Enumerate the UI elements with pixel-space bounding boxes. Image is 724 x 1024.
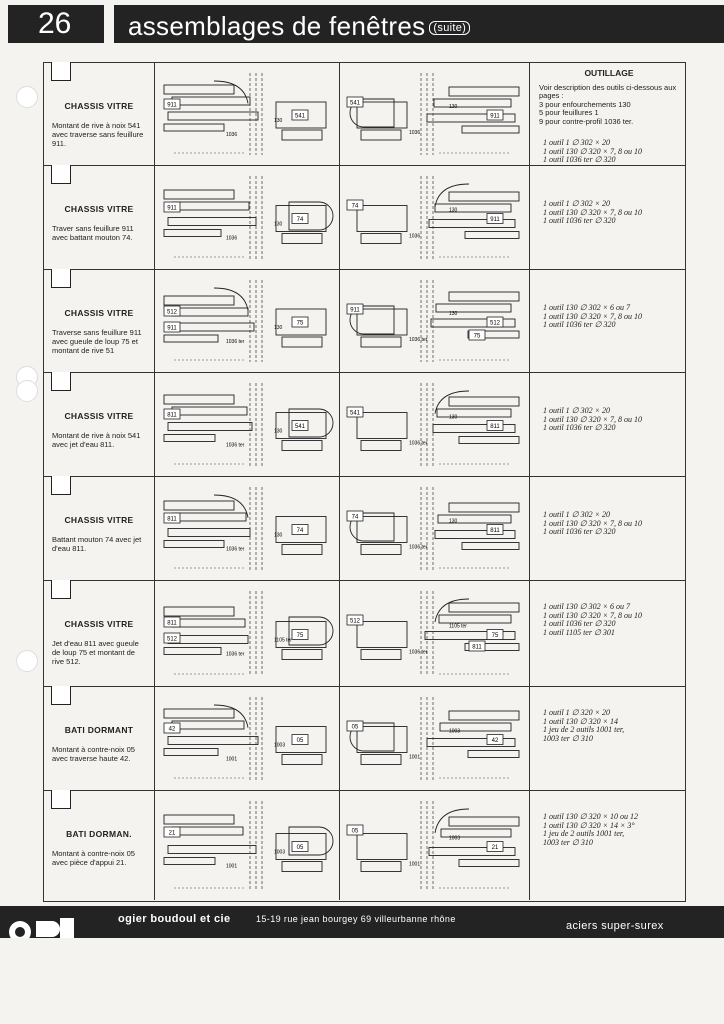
assembly-description: Jet d'eau 811 avec gueule de loup 75 et montant de rive 512. (52, 639, 139, 666)
piece-label: 911 (167, 102, 177, 109)
profile-diagram-right (339, 581, 530, 686)
profile-diagram-left (154, 166, 340, 269)
profile-diagram-left (154, 373, 340, 476)
outillage-header (539, 69, 679, 126)
tool-line: 1 outil 1105 ter ∅ 301 (543, 627, 615, 637)
profile-diagram-right (339, 166, 530, 269)
punch-hole (16, 86, 38, 108)
description-cell (44, 581, 155, 686)
page-footer (0, 906, 724, 938)
profile-rail (172, 97, 250, 105)
row-checkbox (51, 580, 71, 599)
profile-base (361, 234, 401, 244)
profile-base (361, 545, 401, 555)
profile-drawing (339, 687, 529, 790)
tool-line: 1 outil 130 ∅ 320 × 10 ou 12 (543, 812, 639, 821)
profile-rail (459, 860, 519, 867)
profile-rail (449, 603, 519, 612)
assembly-row (44, 373, 685, 477)
page-title-text: assemblages de fenêtres (128, 11, 426, 41)
profile-base (361, 130, 401, 140)
tool-list (543, 139, 679, 165)
assembly-title: CHASSIS VITRE (64, 204, 134, 214)
assembly-description: Traverse sans feuillure 911 avec gueule de loup 75 et montant de rive 51 (52, 328, 142, 355)
dimension-label: 130 (449, 207, 458, 214)
assembly-title: CHASSIS VITRE (64, 101, 134, 111)
profile-rail (164, 296, 234, 305)
profile-base (361, 337, 401, 347)
profile-curve (214, 705, 248, 728)
outillage-page-ref: 5 pour feuillures 1 (539, 108, 599, 117)
profile-rail (439, 615, 511, 623)
piece-label: 75 (296, 320, 304, 327)
profile-drawing (339, 477, 529, 580)
profile-rail (164, 709, 234, 718)
footer-company: ogier boudoul et cie (118, 913, 231, 925)
profile-diagram-left (154, 63, 340, 165)
tooling-cell (529, 687, 685, 790)
profile-base (361, 862, 401, 872)
profile-base (282, 862, 322, 872)
profile-base (282, 441, 322, 451)
assembly-title: CHASSIS VITRE (64, 308, 134, 318)
tooling-cell (529, 63, 685, 165)
profile-drawing (154, 687, 339, 790)
row-checkbox (51, 62, 71, 81)
page-header (8, 5, 724, 45)
tooling-cell (529, 373, 685, 476)
piece-label: 21 (168, 830, 176, 837)
assembly-title: BATI DORMANT (64, 725, 134, 735)
page-title (128, 11, 470, 42)
piece-label: 74 (351, 514, 359, 521)
piece-label: 911 (167, 325, 177, 332)
profile-rail (449, 192, 519, 201)
assembly-description: Montant à contre-noix 05 avec traverse haute 42. (52, 745, 135, 763)
dimension-label: 1001 (226, 756, 238, 763)
piece-label: 05 (296, 845, 304, 851)
row-checkbox (51, 790, 71, 809)
profile-curve (435, 184, 469, 207)
tool-line: 1 outil 130 ∅ 320 × 14 (543, 716, 619, 726)
profile-rail (168, 529, 250, 537)
profile-curve (214, 288, 248, 310)
tool-list (543, 200, 679, 226)
tool-line: 1 outil 130 ∅ 320 × 7, 8 ou 10 (543, 311, 643, 321)
profile-rail (449, 397, 519, 406)
dimension-label: 130 (274, 118, 283, 124)
page-title-suffix: (suite) (429, 21, 470, 35)
profile-drawing (154, 373, 339, 476)
profile-base (361, 650, 401, 660)
assembly-description: Traver sans feuillure 911 avec battant mouton 74. (52, 224, 134, 242)
tool-line: 1 outil 1 ∅ 320 × 20 (543, 708, 611, 717)
piece-label: 21 (491, 845, 499, 851)
piece-label: 811 (167, 516, 177, 523)
dimension-label: 1036 (226, 132, 238, 138)
piece-label: 512 (166, 309, 178, 316)
profile-rail (168, 112, 258, 120)
profile-base (282, 337, 322, 347)
assembly-row (44, 63, 685, 166)
profile-diagram-left (154, 687, 340, 790)
description-cell (44, 270, 155, 372)
piece-label: 512 (166, 636, 178, 643)
footer-address: 15-19 rue jean bourgey 69 villeurbanne rhône (256, 914, 456, 924)
tool-line: 1 jeu de 2 outils 1001 ter, (543, 829, 625, 838)
row-checkbox (51, 372, 71, 391)
page-number: 26 (8, 5, 104, 43)
dimension-label: 1001 (226, 863, 238, 870)
punch-hole (16, 650, 38, 672)
assembly-title: CHASSIS VITRE (64, 515, 134, 525)
dimension-label: 130 (274, 532, 283, 539)
profile-rail (164, 858, 215, 865)
title-bar (114, 5, 724, 43)
profile-diagram-left (154, 581, 340, 686)
piece-label: 05 (351, 724, 359, 731)
profile-base (361, 441, 401, 451)
tool-line: 1 outil 1036 ter ∅ 320 (543, 320, 616, 329)
piece-label: 05 (351, 828, 359, 835)
tool-line: 1 outil 1 ∅ 302 × 20 (543, 138, 611, 147)
profile-rail (164, 85, 234, 94)
profile-body (357, 834, 407, 860)
dimension-label: 1003 (274, 742, 286, 749)
dimension-label: 1036 ter (226, 546, 245, 553)
assembly-row (44, 166, 685, 270)
profile-base (282, 234, 322, 244)
profile-rail (168, 423, 252, 431)
tool-line: 1 outil 1036 ter ∅ 320 (543, 527, 616, 536)
profile-rail (164, 607, 234, 616)
dimension-label: 1036 ter (226, 442, 245, 449)
profile-base (282, 545, 322, 555)
assembly-table (43, 62, 686, 902)
profile-drawing (339, 373, 529, 476)
piece-label: 541 (349, 410, 361, 417)
tool-line: 1 outil 1 ∅ 302 × 20 (543, 199, 611, 208)
profile-rail (449, 503, 519, 512)
profile-base (282, 755, 322, 765)
dimension-label: 130 (274, 428, 283, 435)
row-checkbox (51, 165, 71, 184)
piece-label: 75 (491, 633, 499, 639)
assembly-description: Montant de rive à noix 541 avec jet d'eau 811. (52, 431, 141, 449)
description-cell (44, 477, 155, 580)
tooling-cell (529, 477, 685, 580)
profile-drawing (339, 63, 529, 165)
tool-line: 1 outil 1 ∅ 302 × 20 (543, 406, 611, 415)
description-cell (44, 373, 155, 476)
profile-drawing (154, 477, 339, 580)
dimension-label: 1036 (409, 233, 421, 240)
tooling-cell (529, 166, 685, 269)
tool-line: 1003 ter ∅ 310 (543, 733, 593, 743)
dimension-label: 1036 ter (409, 544, 428, 551)
profile-rail (168, 737, 258, 745)
profile-drawing (339, 791, 529, 900)
dimension-label: 1105 ter (274, 637, 292, 644)
dimension-label: 1003 (274, 849, 286, 856)
profile-curve (214, 495, 248, 518)
profile-curve (435, 391, 469, 414)
piece-label: 512 (349, 618, 361, 625)
tool-list (543, 603, 679, 637)
assembly-title: BATI DORMAN. (66, 829, 132, 839)
dimension-label: 1036 (409, 130, 421, 136)
dimension-label: 1003 (449, 835, 461, 842)
profile-rail (172, 202, 249, 210)
description-cell (44, 166, 155, 269)
assembly-row (44, 477, 685, 581)
piece-label: 811 (167, 620, 177, 627)
profile-body (357, 413, 407, 439)
dimension-label: 1001 (409, 754, 421, 761)
tool-line: 1 outil 1036 ter ∅ 320 (543, 216, 616, 225)
tool-list (543, 709, 679, 743)
row-checkbox (51, 686, 71, 705)
dimension-label: 1036 ter (226, 339, 245, 345)
description-cell (44, 791, 155, 900)
profile-curve (214, 81, 248, 103)
profile-rail (172, 827, 243, 835)
tool-line: 1 outil 130 ∅ 302 × 6 ou 7 (543, 602, 631, 611)
profile-rail (434, 99, 511, 107)
piece-label: 541 (294, 113, 306, 120)
piece-label: 541 (294, 424, 306, 430)
profile-rail (449, 87, 519, 96)
piece-label: 42 (168, 726, 176, 733)
assembly-description: Battant mouton 74 avec jet d'eau 811. (52, 535, 142, 553)
profile-rail (164, 230, 221, 237)
printer-credit (1, 820, 11, 900)
profile-rail (465, 232, 519, 239)
piece-label: 911 (350, 307, 360, 314)
profile-drawing (154, 270, 339, 372)
profile-rail (164, 124, 224, 131)
outillage-page-ref: 3 pour enfourchements 130 (539, 99, 631, 109)
profile-drawing (154, 581, 339, 686)
footer-tagline: aciers super-surex (566, 920, 664, 932)
dimension-label: 130 (449, 104, 458, 110)
profile-base (361, 755, 401, 765)
profile-diagram-right (339, 791, 530, 900)
profile-rail (449, 711, 519, 720)
dimension-label: 1036 (226, 235, 238, 242)
assembly-title: CHASSIS VITRE (64, 411, 134, 421)
dimension-label: 130 (274, 325, 283, 331)
profile-body (357, 309, 407, 335)
tool-line: 1 outil 130 ∅ 320 × 7, 8 ou 10 (543, 146, 643, 156)
profile-diagram-right (339, 687, 530, 790)
profile-body (357, 517, 407, 543)
profile-rail (172, 721, 244, 729)
piece-label: 541 (349, 100, 361, 107)
piece-label: 74 (351, 203, 359, 210)
tooling-cell (529, 581, 685, 686)
profile-rail (164, 501, 234, 510)
profile-rail (164, 541, 224, 548)
tool-line: 1 outil 130 ∅ 320 × 7, 8 ou 10 (543, 207, 643, 217)
profile-rail (462, 126, 519, 133)
company-logo (6, 910, 86, 938)
punch-hole (16, 380, 38, 402)
assembly-row (44, 270, 685, 373)
tool-list (543, 813, 679, 847)
piece-label: 512 (489, 320, 501, 327)
dimension-label: 130 (449, 311, 458, 317)
piece-label: 74 (296, 528, 304, 534)
assembly-row (44, 687, 685, 791)
tool-line: 1 outil 130 ∅ 302 × 6 ou 7 (543, 303, 631, 312)
dimension-label: 1036 ter (409, 337, 428, 343)
tool-line: 1 outil 130 ∅ 320 × 7, 8 ou 10 (543, 414, 643, 424)
row-checkbox (51, 269, 71, 288)
profile-rail (172, 308, 248, 316)
dimension-label: 130 (449, 518, 458, 525)
outillage-intro: Voir description des outils ci-dessous aux pages : (539, 82, 677, 100)
tool-line: 1 outil 1036 ter ∅ 320 (543, 619, 616, 628)
piece-label: 75 (473, 333, 481, 340)
profile-rail (164, 395, 234, 404)
profile-body (357, 622, 407, 648)
piece-label: 05 (296, 738, 304, 744)
piece-label: 811 (167, 412, 177, 419)
piece-label: 911 (490, 113, 500, 120)
profile-diagram-right (339, 373, 530, 476)
profile-diagram-left (154, 270, 340, 372)
dimension-label: 1001 (409, 861, 421, 868)
dimension-label: 1105 ter (449, 623, 467, 630)
profile-rail (164, 749, 218, 756)
tool-line: 1 outil 130 ∅ 320 × 14 × 3° (543, 820, 635, 830)
profile-diagram-right (339, 270, 530, 372)
profile-rail (172, 619, 245, 627)
row-checkbox (51, 476, 71, 495)
piece-label: 74 (296, 217, 304, 223)
profile-rail (172, 407, 247, 415)
assembly-row (44, 581, 685, 687)
piece-label: 811 (490, 424, 500, 430)
profile-drawing (154, 791, 339, 900)
tool-list (543, 304, 679, 330)
tool-line: 1 outil 1 ∅ 302 × 20 (543, 510, 611, 519)
piece-label: 75 (296, 633, 304, 639)
profile-rail (459, 437, 519, 444)
profile-body (357, 727, 407, 753)
assembly-description: Montant de rive à noix 541 avec traverse sans feuillure 911. (52, 121, 144, 148)
outillage-title: OUTILLAGE (584, 68, 634, 78)
profile-rail (164, 815, 234, 824)
profile-drawing (154, 166, 339, 269)
profile-diagram-left (154, 791, 340, 900)
profile-drawing (339, 166, 529, 269)
piece-label: 811 (490, 528, 500, 534)
profile-drawing (154, 63, 339, 165)
profile-diagram-right (339, 63, 530, 165)
piece-label: 911 (490, 217, 500, 223)
profile-curve (435, 599, 469, 622)
profile-base (282, 650, 322, 660)
profile-rail (462, 543, 519, 550)
tool-line: 1 jeu de 2 outils 1001 ter, (543, 725, 625, 734)
dimension-label: 130 (274, 221, 283, 228)
dimension-label: 1003 (449, 728, 461, 735)
piece-label: 911 (167, 205, 177, 212)
tool-line: 1003 ter ∅ 310 (543, 837, 593, 847)
assembly-description: Montant à contre-noix 05 avec pièce d'appui 21. (52, 849, 135, 867)
profile-rail (435, 204, 511, 212)
profile-body (357, 102, 407, 128)
tool-line: 1 outil 1036 ter ∅ 320 (543, 423, 616, 432)
dimension-label: 1036 ter (409, 649, 428, 656)
tool-line: 1 outil 130 ∅ 320 × 7, 8 ou 10 (543, 518, 643, 528)
profile-rail (164, 190, 234, 199)
profile-rail (172, 513, 246, 521)
tooling-cell (529, 791, 685, 900)
outillage-page-ref: 9 pour contre-profil 1036 ter. (539, 116, 634, 126)
profile-rail (436, 304, 511, 312)
dimension-label: 130 (449, 414, 458, 421)
dimension-label: 1036 ter (226, 651, 245, 658)
description-cell (44, 687, 155, 790)
piece-label: 42 (491, 738, 499, 744)
tool-list (543, 511, 679, 537)
tool-line: 1 outil 1036 ter ∅ 320 (543, 155, 616, 164)
tool-line: 1 outil 130 ∅ 320 × 7, 8 ou 10 (543, 610, 643, 620)
piece-label: 811 (472, 644, 482, 651)
profile-rail (449, 292, 519, 301)
profile-body (357, 206, 407, 232)
profile-diagram-right (339, 477, 530, 580)
profile-rail (168, 846, 256, 854)
description-cell (44, 63, 155, 165)
profile-rail (164, 648, 221, 655)
profile-rail (449, 817, 519, 826)
profile-base (282, 130, 322, 140)
assembly-row (44, 791, 685, 900)
dimension-label: 1036 ter (409, 440, 428, 447)
profile-rail (168, 218, 256, 226)
profile-drawing (339, 581, 529, 686)
tooling-cell (529, 270, 685, 372)
tool-list (543, 407, 679, 433)
profile-rail (468, 751, 519, 758)
profile-rail (164, 435, 215, 442)
profile-rail (164, 335, 218, 342)
profile-rail (168, 323, 254, 331)
profile-drawing (339, 270, 529, 372)
assembly-title: CHASSIS VITRE (64, 619, 134, 629)
profile-diagram-left (154, 477, 340, 580)
